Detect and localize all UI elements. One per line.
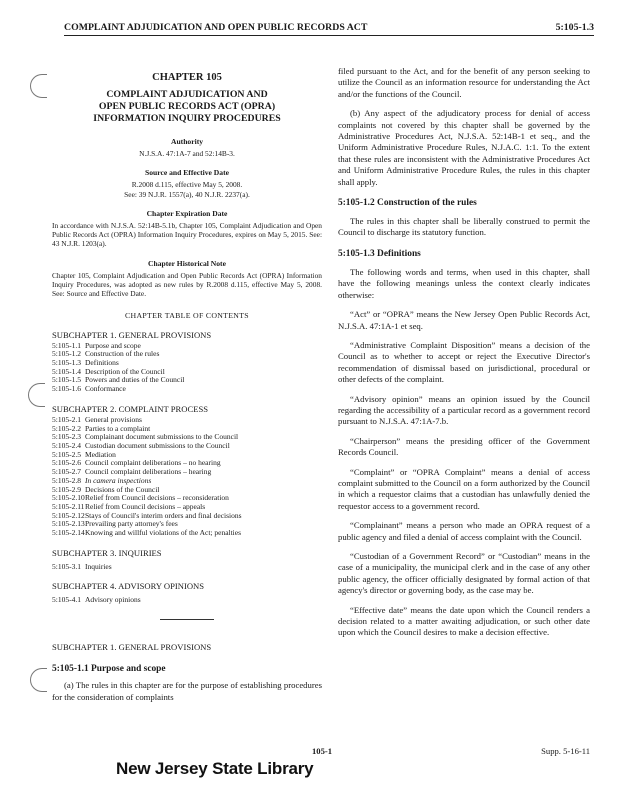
toc-section-title: In camera inspections bbox=[85, 475, 152, 485]
definition-paragraph: “Administrative Complaint Disposition” means a decision of the Council as to whether to accept or reject the Executive Director's recommendation of dismissal based on jurisdictional, procedural or other defects of the complaint. bbox=[338, 339, 590, 385]
chapter-title-line: OPEN PUBLIC RECORDS ACT (OPRA) bbox=[98, 101, 276, 112]
toc-section-number: 5:105-2.9 bbox=[52, 484, 81, 494]
toc-subchapter-3-title: SUBCHAPTER 3. INQUIRIES bbox=[52, 547, 162, 558]
toc-section-title: Definitions bbox=[85, 358, 119, 368]
definition-paragraph: “Complainant” means a person who made an OPRA request of a public agency and filed a denial of access complaint with the Council. bbox=[338, 520, 590, 542]
toc-section-number: 5:105-2.5 bbox=[52, 449, 81, 459]
toc-section-title: Powers and duties of the Council bbox=[85, 375, 185, 385]
toc-section-number: 5:105-2.1 bbox=[52, 414, 81, 424]
toc-section-title: Conformance bbox=[85, 384, 126, 394]
toc-subchapter-4-title: SUBCHAPTER 4. ADVISORY OPINIONS bbox=[52, 581, 205, 592]
page-footer bbox=[52, 746, 590, 758]
left-column bbox=[52, 48, 322, 703]
toc-section-number: 5:105-2.6 bbox=[52, 458, 81, 468]
section-1-3-intro: The following words and terms, when used in this chapter, shall have the following meanings unless the context clearly indicates otherwise: bbox=[338, 266, 590, 300]
chapter-title bbox=[52, 89, 322, 125]
toc-section-number: 5:105-1.6 bbox=[52, 384, 81, 394]
toc-section-number: 5:105-3.1 bbox=[52, 561, 81, 571]
authority-text: N.J.S.A. 47:1A-7 and 52:14B-3. bbox=[139, 149, 235, 158]
library-stamp: New Jersey State Library bbox=[116, 759, 314, 778]
toc-row bbox=[52, 563, 322, 572]
definition-paragraph: “Chairperson” means the presiding officer of the Government Records Council. bbox=[338, 435, 590, 458]
page-header bbox=[64, 22, 594, 33]
section-1-2-text: The rules in this chapter shall be liberally construed to permit the Council to discharge its statutory function. bbox=[338, 216, 590, 238]
toc-section-number: 5:105-2.8 bbox=[52, 475, 81, 485]
toc-subchapter-3 bbox=[52, 563, 322, 572]
chapter-title-line: COMPLAINT ADJUDICATION AND bbox=[106, 89, 268, 100]
toc-section-title: General provisions bbox=[85, 414, 142, 424]
toc-section-number: 5:105-1.4 bbox=[52, 366, 81, 376]
toc-section-title: Decisions of the Council bbox=[85, 484, 160, 494]
toc-section-title: Custodian document submissions to the Council bbox=[85, 441, 230, 450]
section-1-1-heading: 5:105-1.1 Purpose and scope bbox=[52, 664, 166, 675]
source-text bbox=[52, 180, 322, 199]
toc-subchapter-4 bbox=[52, 596, 322, 605]
chapter-number: CHAPTER 105 bbox=[152, 72, 222, 83]
margin-mark-3 bbox=[30, 668, 47, 692]
toc-section-number: 5:105-1.1 bbox=[52, 340, 81, 350]
toc-row bbox=[52, 385, 322, 394]
toc-section-number: 5:105-2.13 bbox=[52, 519, 85, 529]
section-1-2-heading: 5:105-1.2 Construction of the rules bbox=[338, 198, 477, 209]
section-1-3-heading: 5:105-1.3 Definitions bbox=[338, 248, 421, 259]
toc-section-title: Council complaint deliberations – hearing bbox=[85, 467, 212, 477]
margin-mark-1 bbox=[30, 74, 47, 98]
supplement-date: Supp. 5-16-11 bbox=[541, 746, 590, 756]
source-line: See: 39 N.J.R. 1557(a), 40 N.J.R. 2237(a). bbox=[124, 189, 250, 199]
toc-section-title: Inquiries bbox=[85, 561, 112, 571]
history-text: Chapter 105, Complaint Adjudication and Open Public Records Act (OPRA) Information Inquiry Procedures, was adopted as new rules by R.2008 d.115, effective May 5, 2008. See: Source and Effective Date. bbox=[52, 270, 322, 299]
toc-section-number: 5:105-2.14 bbox=[52, 528, 85, 538]
toc-section-number: 5:105-4.1 bbox=[52, 595, 81, 605]
toc-section-title: Advisory opinions bbox=[85, 595, 141, 605]
toc-section-title: Prevailing party attorney's fees bbox=[85, 519, 178, 529]
toc-row bbox=[52, 529, 322, 538]
toc-section-number: 5:105-1.5 bbox=[52, 375, 81, 385]
toc-section-title: Parties to a complaint bbox=[85, 423, 151, 433]
toc-section-title: Construction of the rules bbox=[85, 349, 160, 359]
section-divider bbox=[160, 619, 214, 620]
toc-section-number: 5:105-1.2 bbox=[52, 349, 81, 359]
toc-heading: CHAPTER TABLE OF CONTENTS bbox=[125, 310, 249, 320]
toc-section-title: Relief from Council decisions – reconsideration bbox=[85, 493, 229, 503]
running-head-title: COMPLAINT ADJUDICATION AND OPEN PUBLIC RECORDS ACT bbox=[64, 22, 368, 33]
header-rule bbox=[64, 35, 594, 36]
toc-section-title: Mediation bbox=[85, 449, 116, 459]
history-heading: Chapter Historical Note bbox=[148, 258, 226, 268]
toc-section-title: Stays of Council's interim orders and final decisions bbox=[85, 510, 242, 520]
margin-mark-2 bbox=[28, 383, 45, 407]
source-line: R.2008 d.115, effective May 5, 2008. bbox=[131, 180, 243, 190]
chapter-title-line: INFORMATION INQUIRY PROCEDURES bbox=[93, 113, 281, 124]
toc-section-title: Purpose and scope bbox=[85, 340, 141, 350]
definition-paragraph: “Effective date” means the date upon which the Council renders a decision related to a matter awaiting adjudication, or such other date upon which the Council desires to make a decision effective. bbox=[338, 604, 590, 638]
expiration-heading: Chapter Expiration Date bbox=[146, 208, 228, 218]
toc-section-number: 5:105-2.3 bbox=[52, 432, 81, 442]
right-column bbox=[338, 48, 590, 639]
toc-subchapter-2-title: SUBCHAPTER 2. COMPLAINT PROCESS bbox=[52, 403, 208, 414]
toc-section-number: 5:105-1.3 bbox=[52, 358, 81, 368]
toc-section-number: 5:105-2.10 bbox=[52, 493, 85, 503]
toc-section-number: 5:105-2.2 bbox=[52, 423, 81, 433]
toc-section-title: Relief from Council decisions – appeals bbox=[85, 501, 206, 511]
toc-section-number: 5:105-2.4 bbox=[52, 441, 81, 450]
toc-row bbox=[52, 596, 322, 605]
section-1-1-para-a: (a) The rules in this chapter are for the purpose of establishing procedures for the consideration of complaints bbox=[52, 680, 322, 702]
definition-paragraph: “Act” or “OPRA” means the New Jersey Open Public Records Act, N.J.S.A. 47:1A-1 et seq. bbox=[338, 309, 590, 331]
toc-section-title: Knowing and willful violations of the Act; penalties bbox=[85, 528, 242, 538]
toc-section-number: 5:105-2.12 bbox=[52, 510, 85, 520]
section-1-1-para-a-cont: filed pursuant to the Act, and for the benefit of any person seeking to utilize the Council as an information resource for understanding the Act and/or the functions of the Council. bbox=[338, 66, 590, 99]
toc-subchapter-2 bbox=[52, 416, 322, 538]
page-number: 105-1 bbox=[312, 746, 333, 756]
subchapter-1-heading: SUBCHAPTER 1. GENERAL PROVISIONS bbox=[52, 642, 212, 653]
authority-heading: Authority bbox=[170, 137, 204, 146]
toc-section-number: 5:105-2.7 bbox=[52, 467, 81, 477]
definition-paragraph: “Custodian of a Government Record” or “Custodian” means in the case of a municipality, the municipal clerk and in the case of any other public agency, the officer officially designated by formal action of that agency's director or governing body, as the case may be. bbox=[338, 551, 590, 596]
expiration-text: In accordance with N.J.S.A. 52:14B-5.1b, Chapter 105, Complaint Adjudication and Open Public Records Act (OPRA) Information Inquiry Procedures, expires on May 5, 2015. See: 43 N.J.R. 1203(a). bbox=[52, 220, 322, 249]
definition-paragraph: “Advisory opinion” means an opinion issued by the Council regarding the accessibility of a particular record as a government record pursuant to N.J.S.A. 47:1A-7.b. bbox=[338, 393, 590, 427]
toc-section-title: Council complaint deliberations – no hearing bbox=[85, 458, 221, 468]
toc-subchapter-1 bbox=[52, 342, 322, 394]
toc-section-title: Complainant document submissions to the Council bbox=[85, 432, 239, 442]
toc-section-title: Description of the Council bbox=[85, 366, 165, 376]
running-head-code: 5:105-1.3 bbox=[555, 22, 594, 33]
source-heading: Source and Effective Date bbox=[144, 168, 229, 178]
toc-section-number: 5:105-2.11 bbox=[52, 501, 85, 511]
section-1-1-para-b: (b) Any aspect of the adjudicatory process for denial of access complaints not covered by this chapter shall be governed by the Administrative Procedures Act, N.J.S.A. 52:14B-1 et seq., and the Uniform Administrative Procedure Rules, N.J.A.C. 1:1. To the extent that these rules are inconsistent with the Administrative Procedures Act and Uniform Administrative Procedure Rules, the rules in this chapter shall apply. bbox=[338, 108, 590, 187]
toc-subchapter-1-title: SUBCHAPTER 1. GENERAL PROVISIONS bbox=[52, 329, 212, 340]
definition-paragraph: “Complaint” or “OPRA Complaint” means a denial of access complaint submitted to the Council on a form authorized by the Council in which a requestor claims that a custodian has unlawfully denied the requestor access to a government record. bbox=[338, 466, 590, 511]
